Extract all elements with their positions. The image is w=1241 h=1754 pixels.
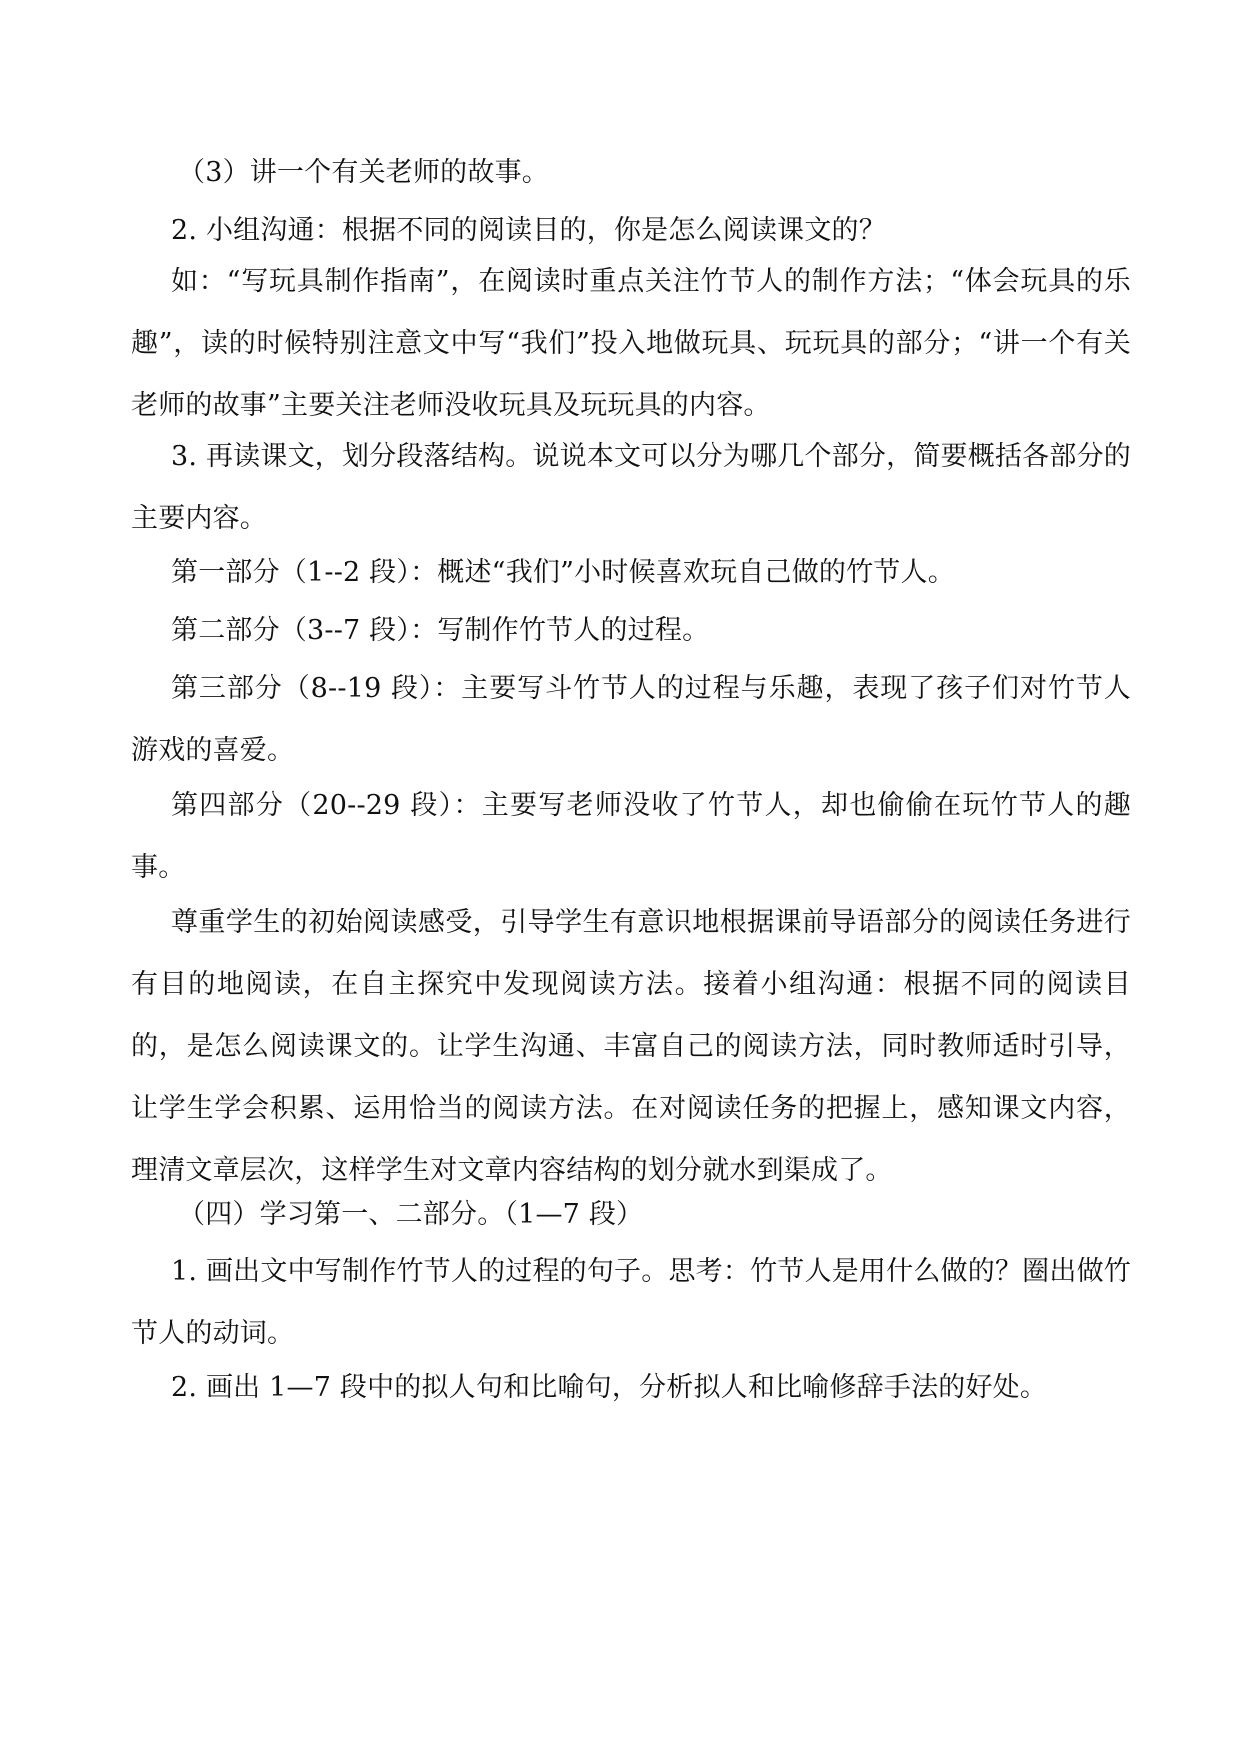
part-one-summary: 第一部分（1--2 段）：概述“我们”小时候喜欢玩自己做的竹节人。 xyxy=(171,557,955,588)
teaching-commentary: 尊重学生的初始阅读感受，引导学生有意识地根据课前导语部分的阅读任务进行有目的地阅读，在自主探究中发现阅读方法。接着小组沟通：根据不同的阅读目的，是怎么阅读课文的。让学生沟通、丰富自己的阅读方法，同时教师适时引导，让学生学会积累、运用恰当的阅读方法。在对阅读任务的把握上，感知课文内容，理清文章层次，这样学生对文章内容结构的划分就水到渠成了。 xyxy=(131,907,1131,1186)
part-four-summary: 第四部分（20--29 段）：主要写老师没收了竹节人，却也偷偷在玩竹节人的趣事。 xyxy=(131,790,1131,883)
task-1-draw-sentences: 1. 画出文中写制作竹节人的过程的句子。思考：竹节人是用什么做的？圈出做竹节人的动词。 xyxy=(131,1256,1131,1349)
part-two-summary: 第二部分（3--7 段）：写制作竹节人的过程。 xyxy=(171,615,710,646)
task-2-rhetoric: 2. 画出 1—7 段中的拟人句和比喻句，分析拟人和比喻修辞手法的好处。 xyxy=(171,1372,1048,1403)
part-three-summary: 第三部分（8--19 段）：主要写斗竹节人的过程与乐趣，表现了孩子们对竹节人游戏的喜爱。 xyxy=(131,673,1131,766)
example-paragraph: 如：“写玩具制作指南”，在阅读时重点关注竹节人的制作方法；“体会玩具的乐趣”，读的时候特别注意文中写“我们”投入地做玩具、玩玩具的部分；“讲一个有关老师的故事”主要关注老师没收玩具及玩玩具的内容。 xyxy=(131,266,1131,421)
step-2-group-discussion: 2. 小组沟通：根据不同的阅读目的，你是怎么阅读课文的？ xyxy=(171,215,886,246)
sub-item-3: （3）讲一个有关老师的故事。 xyxy=(178,157,549,188)
step-3-reread: 3. 再读课文，划分段落结构。说说本文可以分为哪几个部分，简要概括各部分的主要内容。 xyxy=(131,441,1131,534)
section-four-heading: （四）学习第一、二部分。（1—7 段） xyxy=(178,1199,644,1230)
